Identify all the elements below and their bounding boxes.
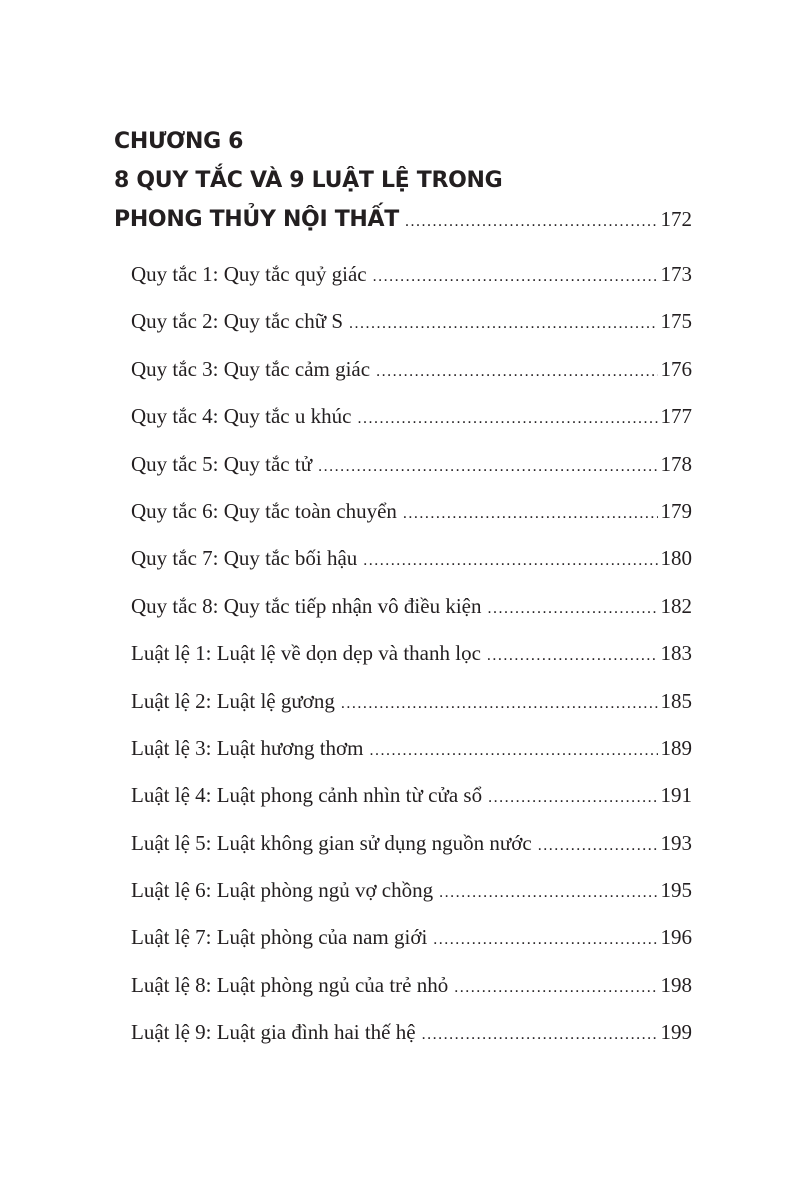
entry-title: Quy tắc 7: Quy tắc bối hậu xyxy=(131,546,358,571)
entry-title: Luật lệ 8: Luật phòng ngủ của trẻ nhỏ xyxy=(131,972,449,997)
entry-page-number: 178 xyxy=(660,451,692,476)
dot-leader xyxy=(439,874,657,912)
chapter-heading xyxy=(114,122,692,239)
entry-title: Quy tắc 2: Quy tắc chữ S xyxy=(131,309,343,334)
toc-entry xyxy=(131,539,692,586)
toc-entry xyxy=(131,1013,692,1060)
dot-leader xyxy=(363,542,657,580)
entry-title: Luật lệ 9: Luật gia đình hai thế hệ xyxy=(131,1020,416,1045)
dot-leader xyxy=(422,1016,658,1054)
entry-page-number: 185 xyxy=(660,688,692,713)
dot-leader xyxy=(369,732,657,770)
entry-page-number: 196 xyxy=(660,925,692,950)
entry-page-number: 195 xyxy=(660,878,692,903)
entry-page-number: 177 xyxy=(660,404,692,429)
entry-page-number: 189 xyxy=(660,735,692,760)
chapter-label: CHƯƠNG 6 xyxy=(114,129,244,154)
toc-entry xyxy=(131,255,692,302)
toc-entry xyxy=(131,302,692,349)
dot-leader xyxy=(487,637,658,675)
entry-page-number: 175 xyxy=(660,309,692,334)
dot-leader xyxy=(341,685,658,723)
entry-title: Quy tắc 6: Quy tắc toàn chuyển xyxy=(131,498,397,523)
entry-title: Luật lệ 5: Luật không gian sử dụng nguồn nước xyxy=(131,830,532,855)
dot-leader xyxy=(488,779,657,817)
chapter-title-line-1: 8 QUY TẮC VÀ 9 LUẬT LỆ TRONG xyxy=(114,168,503,193)
entry-page-number: 179 xyxy=(660,498,692,523)
toc-entry xyxy=(131,350,692,397)
chapter-title-text: PHONG THỦY NỘI THẤT xyxy=(114,207,399,232)
toc-entry xyxy=(131,966,692,1013)
chapter-title-line-2 xyxy=(114,200,692,239)
toc-entry xyxy=(131,445,692,492)
entry-title: Luật lệ 2: Luật lệ gương xyxy=(131,688,335,713)
entry-page-number: 199 xyxy=(660,1020,692,1045)
entry-page-number: 198 xyxy=(660,972,692,997)
entry-title: Quy tắc 1: Quy tắc quỷ giác xyxy=(131,262,367,286)
toc-entry xyxy=(131,729,692,776)
dot-leader xyxy=(376,353,657,391)
entry-title: Luật lệ 3: Luật hương thơm xyxy=(131,735,364,760)
dot-leader xyxy=(349,305,658,343)
toc-entry xyxy=(131,871,692,918)
dot-leader xyxy=(405,202,658,241)
entry-page-number: 193 xyxy=(660,830,692,855)
entry-title: Luật lệ 7: Luật phòng của nam giới xyxy=(131,925,428,950)
dot-leader xyxy=(318,448,657,486)
toc-entry xyxy=(131,397,692,444)
entry-title: Quy tắc 3: Quy tắc cảm giác xyxy=(131,356,371,381)
toc-entry xyxy=(131,682,692,729)
entry-title: Luật lệ 1: Luật lệ về dọn dẹp và thanh lọc xyxy=(131,641,481,666)
dot-leader xyxy=(373,258,658,296)
entry-page-number: 191 xyxy=(660,783,692,808)
toc-entry xyxy=(131,634,692,681)
entry-page-number: 182 xyxy=(660,593,692,618)
chapter-page-number: 172 xyxy=(660,207,692,231)
dot-leader xyxy=(403,495,658,533)
toc-entry xyxy=(131,918,692,965)
entry-title: Quy tắc 5: Quy tắc tử xyxy=(131,451,313,476)
entry-title: Quy tắc 4: Quy tắc u khúc xyxy=(131,404,352,429)
entry-page-number: 173 xyxy=(660,262,692,286)
toc-entry xyxy=(131,587,692,634)
dot-leader xyxy=(538,827,658,865)
dot-leader xyxy=(433,921,657,959)
entry-title: Luật lệ 6: Luật phòng ngủ vợ chồng xyxy=(131,878,434,903)
toc-entry xyxy=(131,824,692,871)
entry-page-number: 183 xyxy=(660,641,692,666)
dot-leader xyxy=(357,400,657,438)
entry-page-number: 180 xyxy=(660,546,692,571)
dot-leader xyxy=(488,590,658,628)
toc-entry xyxy=(131,492,692,539)
dot-leader xyxy=(454,969,657,1007)
entry-title: Quy tắc 8: Quy tắc tiếp nhận vô điều kiện xyxy=(131,593,482,618)
toc-entries xyxy=(131,255,692,1061)
entry-page-number: 176 xyxy=(660,356,692,381)
toc-entry xyxy=(131,776,692,823)
entry-title: Luật lệ 4: Luật phong cảnh nhìn từ cửa sổ xyxy=(131,783,483,808)
